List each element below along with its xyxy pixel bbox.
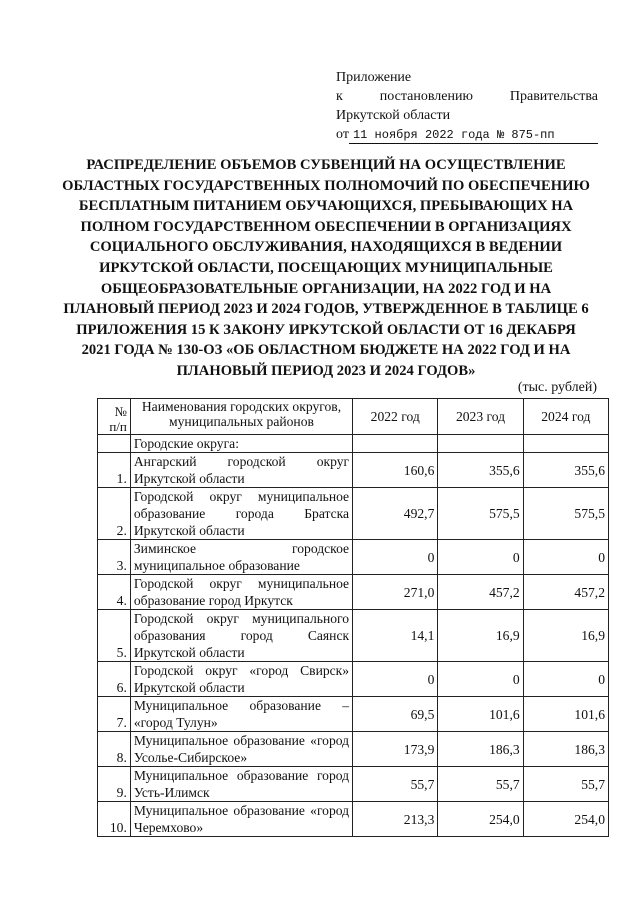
group-label: Городские округа: — [130, 435, 352, 453]
row-value-2022: 271,0 — [353, 575, 438, 610]
row-num: 4. — [98, 575, 131, 610]
header-num: № п/п — [98, 399, 131, 435]
group-empty-2024 — [523, 435, 608, 453]
appendix-word-pravitelstva: Правительства — [509, 89, 598, 104]
row-value-2022: 14,1 — [353, 610, 438, 662]
appendix-line3: Иркутской области — [336, 108, 451, 123]
row-num: 2. — [98, 488, 131, 540]
row-value-2023: 101,6 — [438, 697, 523, 732]
row-name: Зиминское городское муниципальное образование — [130, 540, 352, 575]
row-num: 3. — [98, 540, 131, 575]
row-value-2023: 575,5 — [438, 488, 523, 540]
subsidy-table — [97, 398, 609, 837]
table-row — [98, 488, 609, 540]
row-value-2022: 0 — [353, 662, 438, 697]
row-value-2022: 492,7 — [353, 488, 438, 540]
row-value-2022: 160,6 — [353, 453, 438, 488]
header-2022: 2022 год — [353, 399, 438, 435]
appendix-line1: Приложение — [336, 70, 412, 85]
group-empty-2022 — [353, 435, 438, 453]
row-value-2024: 575,5 — [523, 488, 608, 540]
table-header-row — [98, 399, 609, 435]
row-value-2023: 254,0 — [438, 802, 523, 837]
row-value-2024: 0 — [523, 662, 608, 697]
row-value-2022: 213,3 — [353, 802, 438, 837]
row-num: 1. — [98, 453, 131, 488]
row-value-2024: 457,2 — [523, 575, 608, 610]
table-row — [98, 453, 609, 488]
row-value-2024: 355,6 — [523, 453, 608, 488]
row-value-2024: 16,9 — [523, 610, 608, 662]
appendix-word-k: к — [336, 89, 343, 104]
units-label: (тыс. рублей) — [517, 380, 597, 395]
header-name: Наименования городских округов, муниципальных районов — [130, 399, 352, 435]
row-num: 6. — [98, 662, 131, 697]
row-value-2024: 55,7 — [523, 767, 608, 802]
header-2023: 2023 год — [438, 399, 523, 435]
row-value-2024: 0 — [523, 540, 608, 575]
table-row — [98, 802, 609, 837]
row-num: 7. — [98, 697, 131, 732]
table-row — [98, 662, 609, 697]
table-row — [98, 540, 609, 575]
row-value-2023: 16,9 — [438, 610, 523, 662]
row-value-2022: 55,7 — [353, 767, 438, 802]
row-name: Ангарский городской округ Иркутской области — [130, 453, 352, 488]
row-value-2023: 0 — [438, 540, 523, 575]
row-name: Городской округ муниципальное образование город Иркутск — [130, 575, 352, 610]
header-2024: 2024 год — [523, 399, 608, 435]
row-value-2023: 457,2 — [438, 575, 523, 610]
row-value-2024: 186,3 — [523, 732, 608, 767]
appendix-date-prefix: от — [336, 127, 349, 142]
table-row — [98, 732, 609, 767]
document-title: РАСПРЕДЕЛЕНИЕ ОБЪЕМОВ СУБВЕНЦИЙ НА ОСУЩЕСТВЛЕНИЕ ОБЛАСТНЫХ ГОСУДАРСТВЕННЫХ ПОЛНОМОЧИЙ ПО ОБЕСПЕЧЕНИЮ БЕСПЛАТНЫМ ПИТАНИЕМ ОБУЧАЮЩИХСЯ, ПРЕБЫВАЮЩИХ НА ПОЛНОМ ГОСУДАРСТВЕННОМ ОБЕСПЕЧЕНИИ В ОРГАНИЗАЦИЯХ СОЦИАЛЬНОГО ОБСЛУЖИВАНИЯ, НАХОДЯЩИХСЯ В ВЕДЕНИИ ИРКУТСКОЙ ОБЛАСТИ, ПОСЕЩАЮЩИХ МУНИЦИПАЛЬНЫЕ ОБЩЕОБРАЗОВАТЕЛЬНЫЕ ОРГАНИЗАЦИИ, НА 2022 ГОД И НА ПЛАНОВЫЙ ПЕРИОД 2023 И 2024 ГОДОВ, УТВЕРЖДЕННОЕ В ТАБЛИЦЕ 6 ПРИЛОЖЕНИЯ 15 К ЗАКОНУ ИРКУТСКОЙ ОБЛАСТИ ОТ 16 ДЕКАБРЯ 2021 ГОДА № 130-ОЗ «ОБ ОБЛАСТНОМ БЮДЖЕТЕ НА 2022 ГОД И НА ПЛАНОВЫЙ ПЕРИОД 2023 И 2024 ГОДОВ» — [62, 157, 590, 379]
appendix-date-value: 11 ноября 2022 года № 875-пп — [349, 128, 598, 144]
row-value-2023: 355,6 — [438, 453, 523, 488]
row-name: Муниципальное образование – «город Тулун» — [130, 697, 352, 732]
row-value-2024: 254,0 — [523, 802, 608, 837]
row-value-2022: 173,9 — [353, 732, 438, 767]
table-row — [98, 767, 609, 802]
table-row — [98, 697, 609, 732]
row-value-2022: 0 — [353, 540, 438, 575]
row-value-2024: 101,6 — [523, 697, 608, 732]
row-num: 8. — [98, 732, 131, 767]
row-num: 10. — [98, 802, 131, 837]
row-name: Муниципальное образование «город Черемхово» — [130, 802, 352, 837]
row-num: 9. — [98, 767, 131, 802]
row-value-2022: 69,5 — [353, 697, 438, 732]
appendix-line4 — [336, 125, 598, 144]
table-row — [98, 575, 609, 610]
row-name: Муниципальное образование «город Усолье-Сибирское» — [130, 732, 352, 767]
group-row — [98, 435, 609, 453]
row-name: Муниципальное образование город Усть-Илимск — [130, 767, 352, 802]
row-value-2023: 186,3 — [438, 732, 523, 767]
table-row — [98, 610, 609, 662]
row-num: 5. — [98, 610, 131, 662]
row-value-2023: 55,7 — [438, 767, 523, 802]
row-name: Городской округ «город Свирск» Иркутской области — [130, 662, 352, 697]
row-value-2023: 0 — [438, 662, 523, 697]
row-name: Городской округ муниципального образования город Саянск Иркутской области — [130, 610, 352, 662]
row-name: Городской округ муниципальное образование города Братска Иркутской области — [130, 488, 352, 540]
group-num-cell — [98, 435, 131, 453]
appendix-word-postanovleniyu: постановлению — [379, 89, 473, 104]
appendix-line2 — [336, 87, 598, 106]
appendix-block — [336, 68, 598, 144]
group-empty-2023 — [438, 435, 523, 453]
